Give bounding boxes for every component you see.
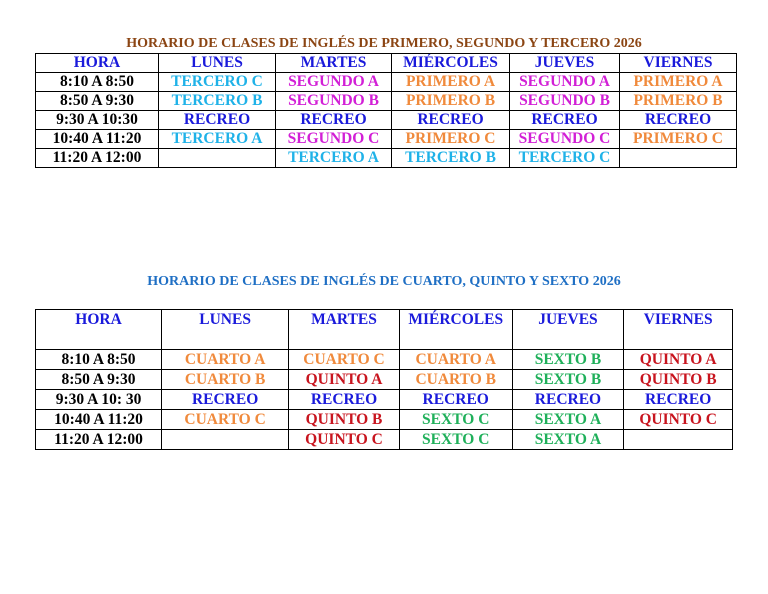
class-cell: SEGUNDO C [510,130,620,149]
class-cell [162,430,289,450]
class-cell: SEXTO B [512,350,624,370]
class-cell: TERCERO C [510,149,620,168]
schedule-table-2 [35,309,733,450]
class-cell: SEXTO C [399,430,512,450]
table-header-row [36,310,733,350]
header-cell-martes: MARTES [276,54,392,73]
table-row [36,92,737,111]
class-cell: SEXTO B [512,370,624,390]
class-cell: QUINTO B [289,410,400,430]
recreo-cell: RECREO [512,390,624,410]
table-row [36,430,733,450]
table-header-row [36,54,737,73]
header-cell-miercoles: MIÉRCOLES [399,310,512,350]
time-cell: 8:10 A 8:50 [36,350,162,370]
class-cell: QUINTO C [289,430,400,450]
time-cell: 8:50 A 9:30 [36,370,162,390]
class-cell: PRIMERO C [392,130,510,149]
header-cell-martes: MARTES [289,310,400,350]
recreo-cell: RECREO [399,390,512,410]
class-cell: SEGUNDO B [510,92,620,111]
class-cell: SEGUNDO A [510,73,620,92]
time-cell: 11:20 A 12:00 [36,430,162,450]
schedule-title-2: HORARIO DE CLASES DE INGLÉS DE CUARTO, QUINTO Y SEXTO 2026 [147,274,621,289]
table-row [36,370,733,390]
class-cell [159,149,276,168]
class-cell: TERCERO A [159,130,276,149]
time-cell: 8:50 A 9:30 [36,92,159,111]
class-cell: TERCERO B [159,92,276,111]
class-cell: CUARTO B [162,370,289,390]
schedule-table-1 [35,53,737,168]
recreo-cell: RECREO [276,111,392,130]
table-row [36,130,737,149]
table-row [36,73,737,92]
time-cell: 9:30 A 10:30 [36,111,159,130]
time-cell: 11:20 A 12:00 [36,149,159,168]
class-cell: QUINTO B [624,370,733,390]
table-row [36,390,733,410]
recreo-cell: RECREO [159,111,276,130]
class-cell: QUINTO A [289,370,400,390]
class-cell: QUINTO A [624,350,733,370]
class-cell: TERCERO B [392,149,510,168]
class-cell: SEGUNDO C [276,130,392,149]
table-row [36,149,737,168]
class-cell: SEXTO C [399,410,512,430]
header-cell-miercoles: MIÉRCOLES [392,54,510,73]
recreo-cell: RECREO [510,111,620,130]
class-cell: PRIMERO B [392,92,510,111]
class-cell: CUARTO A [162,350,289,370]
header-cell-lunes: LUNES [162,310,289,350]
schedule-title-1: HORARIO DE CLASES DE INGLÉS DE PRIMERO, SEGUNDO Y TERCERO 2026 [126,36,642,51]
class-cell: CUARTO A [399,350,512,370]
class-cell [620,149,737,168]
header-cell-viernes: VIERNES [620,54,737,73]
class-cell: QUINTO C [624,410,733,430]
class-cell: PRIMERO C [620,130,737,149]
time-cell: 8:10 A 8:50 [36,73,159,92]
table-row [36,410,733,430]
class-cell: PRIMERO A [620,73,737,92]
header-cell-jueves: JUEVES [512,310,624,350]
table-row [36,111,737,130]
header-cell-viernes: VIERNES [624,310,733,350]
table-row [36,350,733,370]
header-cell-jueves: JUEVES [510,54,620,73]
time-cell: 10:40 A 11:20 [36,410,162,430]
class-cell: SEGUNDO B [276,92,392,111]
recreo-cell: RECREO [624,390,733,410]
time-cell: 9:30 A 10: 30 [36,390,162,410]
class-cell: TERCERO C [159,73,276,92]
class-cell: SEXTO A [512,430,624,450]
recreo-cell: RECREO [620,111,737,130]
class-cell: SEGUNDO A [276,73,392,92]
class-cell: PRIMERO A [392,73,510,92]
recreo-cell: RECREO [289,390,400,410]
class-cell: CUARTO C [289,350,400,370]
class-cell: TERCERO A [276,149,392,168]
time-cell: 10:40 A 11:20 [36,130,159,149]
recreo-cell: RECREO [162,390,289,410]
class-cell: SEXTO A [512,410,624,430]
header-cell-hora: HORA [36,310,162,350]
class-cell: CUARTO B [399,370,512,390]
header-cell-hora: HORA [36,54,159,73]
class-cell [624,430,733,450]
class-cell: PRIMERO B [620,92,737,111]
class-cell: CUARTO C [162,410,289,430]
recreo-cell: RECREO [392,111,510,130]
header-cell-lunes: LUNES [159,54,276,73]
